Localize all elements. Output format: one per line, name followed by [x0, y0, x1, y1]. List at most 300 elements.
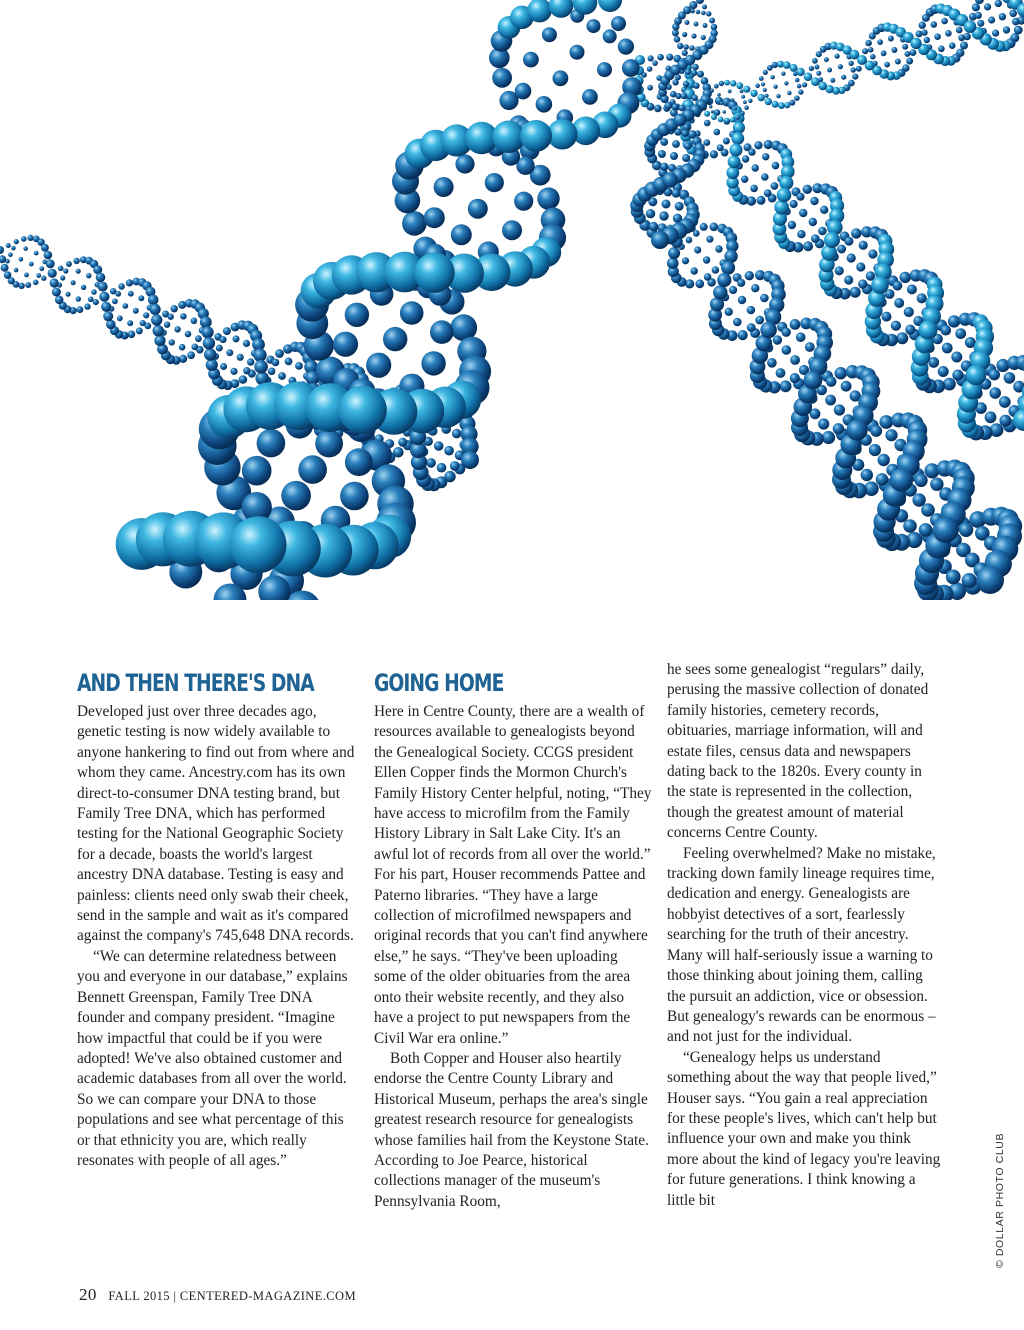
helix-bead [243, 340, 250, 347]
helix-bead [66, 261, 72, 267]
helix-bead [960, 42, 968, 50]
helix-bead [811, 234, 820, 243]
helix-bead [400, 301, 424, 325]
helix-bead [818, 82, 827, 91]
helix-bead [112, 298, 118, 304]
issue-line: FALL 2015 | CENTERED-MAGAZINE.COM [108, 1289, 356, 1303]
helix-bead [333, 332, 358, 357]
helix-bead [774, 200, 789, 215]
helix-bead [744, 105, 749, 110]
helix-bead [84, 303, 90, 309]
helix-bead [966, 365, 987, 386]
helix-bead [696, 10, 701, 15]
helix-bead [847, 253, 856, 262]
helix-bead [148, 295, 159, 306]
helix-bead [720, 102, 724, 106]
helix-bead [11, 246, 16, 251]
helix-bead [760, 322, 777, 339]
helix-bead [138, 295, 144, 301]
helix-bead [298, 455, 327, 484]
helix-bead [666, 54, 673, 61]
helix-bead [711, 114, 717, 120]
paragraph: Developed just over three decades ago, genetic testing is now widely available to anyone hankering to find out from where and whom they came. Ancestry.com has its own direct-to-consumer DNA testing brand, but Family Tree DNA, which has performed testing for the National Geographic Society for a decade, boasts the world's largest ancestry DNA database. Testing is easy and painless: clients need only swab their cheek, send in the sample and wait as it's compared against the company's 745,648 DNA records. [77, 703, 355, 945]
helix-bead [796, 193, 804, 201]
helix-bead [140, 320, 146, 326]
helix-bead [168, 314, 174, 320]
helix-bead [598, 0, 622, 12]
helix-bead [743, 86, 750, 93]
helix-bead [180, 313, 186, 319]
helix-bead [714, 84, 719, 89]
helix-bead [682, 257, 689, 264]
helix-bead [790, 355, 800, 365]
helix-bead [468, 199, 488, 219]
helix-bead [798, 89, 803, 94]
helix-bead [681, 130, 688, 137]
helix-bead [672, 104, 679, 111]
helix-bead [816, 51, 822, 57]
helix-bead [662, 200, 671, 209]
helix-bead [984, 3, 991, 10]
helix-bead [450, 461, 460, 471]
helix-bead [295, 362, 303, 370]
helix-bead [281, 481, 311, 511]
helix-bead [658, 150, 666, 158]
helix-bead [41, 276, 46, 281]
helix-bead [424, 207, 445, 228]
helix-bead [204, 348, 216, 360]
helix-bead [1009, 10, 1017, 18]
helix-bead [691, 33, 696, 38]
helix-bead [835, 367, 847, 379]
helix-bead [751, 284, 759, 292]
helix-bead [46, 259, 55, 268]
helix-bead [725, 308, 733, 316]
helix-bead [740, 111, 745, 116]
helix-bead [870, 425, 882, 437]
helix-bead [712, 266, 720, 274]
helix-bead [115, 291, 121, 297]
helix-bead [696, 0, 704, 4]
helix-bead [910, 49, 917, 56]
helix-bead [63, 268, 68, 273]
helix-bead [717, 93, 721, 97]
helix-bead [195, 335, 202, 342]
helix-bead [693, 83, 699, 89]
helix-bead [670, 152, 678, 160]
helix-bead [741, 176, 748, 183]
helix-bead [724, 118, 730, 124]
helix-bead [253, 348, 266, 361]
helix-bead [254, 360, 268, 374]
helix-bead [402, 211, 427, 236]
helix-bead [948, 315, 960, 327]
helix-bead [1014, 26, 1023, 35]
helix-bead [764, 189, 772, 197]
helix-bead [738, 330, 748, 340]
helix-bead [461, 451, 479, 469]
helix-bead [790, 200, 798, 208]
helix-bead [618, 39, 634, 55]
helix-bead [41, 244, 49, 252]
helix-bead [25, 282, 31, 288]
helix-bead [268, 368, 276, 376]
helix-bead [649, 222, 659, 232]
helix-bead [962, 573, 977, 588]
helix-bead [861, 469, 873, 481]
helix-bead [452, 429, 462, 439]
helix-bead [818, 227, 827, 236]
helix-bead [942, 343, 953, 354]
helix-bead [870, 54, 876, 60]
helix-bead [128, 291, 134, 297]
helix-bead [485, 173, 504, 192]
helix-bead [771, 182, 779, 190]
helix-bead [731, 132, 744, 145]
helix-bead [230, 368, 237, 375]
helix-bead [717, 273, 731, 287]
helix-bead [34, 251, 39, 256]
helix-bead [713, 285, 727, 299]
helix-bead [684, 142, 692, 150]
helix-bead [851, 228, 861, 238]
helix-bead [677, 43, 683, 49]
helix-bead [648, 55, 654, 61]
helix-bead [27, 235, 33, 241]
helix-bead [23, 246, 28, 251]
helix-bead [21, 236, 27, 242]
helix-bead [711, 24, 718, 31]
helix-bead [905, 325, 915, 335]
helix-bead [830, 78, 835, 83]
helix-bead [878, 454, 890, 466]
helix-bead [724, 80, 730, 86]
helix-bead [48, 269, 57, 278]
helix-bead [76, 269, 81, 274]
helix-bead [691, 267, 698, 274]
helix-bead [759, 76, 764, 81]
helix-bead [776, 368, 786, 378]
helix-bead [862, 48, 868, 54]
helix-bead [96, 273, 106, 283]
helix-bead [103, 311, 113, 321]
helix-bead [919, 321, 938, 340]
helix-bead [856, 262, 865, 271]
helix-bead [921, 29, 927, 35]
helix-bead [733, 318, 742, 327]
helix-bead [977, 20, 984, 27]
helix-bead [685, 20, 690, 25]
helix-bead [426, 458, 436, 468]
helix-bead [931, 21, 938, 28]
helix-bead [118, 283, 125, 290]
helix-bead [587, 19, 601, 33]
helix-bead [777, 188, 792, 203]
helix-bead [841, 381, 852, 392]
helix-bead [790, 319, 801, 330]
helix-bead [857, 55, 867, 65]
helix-bead [128, 331, 136, 339]
helix-bead [657, 54, 664, 61]
helix-bead [659, 211, 668, 220]
helix-bead [790, 64, 798, 72]
helix-bead [65, 292, 70, 297]
column-right [667, 660, 942, 1211]
helix-bead [728, 89, 732, 93]
helix-bead [811, 77, 820, 86]
helix-bead [668, 247, 680, 259]
helix-bead [804, 371, 823, 390]
helix-bead [943, 378, 956, 391]
helix-bead [771, 75, 775, 79]
helix-bead [755, 83, 760, 88]
helix-bead [959, 523, 973, 537]
helix-bead [345, 303, 369, 327]
helix-bead [876, 473, 889, 486]
helix-bead [18, 283, 24, 289]
helix-bead [1, 264, 9, 272]
helix-bead [39, 266, 44, 271]
helix-bead [285, 358, 293, 366]
helix-bead [810, 197, 818, 205]
helix-bead [779, 176, 793, 190]
helix-bead [999, 13, 1006, 20]
helix-bead [154, 335, 165, 346]
helix-bead [520, 120, 552, 152]
helix-bead [694, 246, 701, 253]
helix-bead [733, 122, 745, 134]
helix-bead [728, 155, 741, 168]
helix-bead [773, 335, 782, 344]
helix-bead [906, 58, 913, 65]
helix-bead [88, 297, 94, 303]
section-heading-going-home: GOING HOME [374, 669, 504, 697]
helix-bead [191, 344, 198, 351]
helix-bead [788, 221, 796, 229]
helix-bead [682, 50, 688, 56]
helix-bead [976, 566, 1004, 594]
helix-bead [941, 18, 948, 25]
helix-bead [77, 306, 84, 313]
helix-bead [136, 327, 143, 334]
helix-bead [915, 474, 928, 487]
helix-bead [651, 231, 669, 249]
helix-bead [683, 44, 689, 50]
helix-bead [818, 418, 829, 429]
helix-bead [730, 144, 743, 157]
helix-bead [502, 220, 522, 240]
helix-bead [844, 275, 853, 284]
helix-bead [731, 98, 735, 102]
helix-bead [133, 308, 139, 314]
paragraph: “We can determine relatedness between you and everyone in our database,” explains Bennett Greenspan, Family Tree DNA founder and company president. “Imagine how impactful that could be if you were adopted! We've also obtained customer and academic databases from all over the world. So we can compare your DNA to those populations and see what percentage of this or that ethnicity you are, which really resonates with people of all ages.” [77, 947, 348, 1169]
helix-bead [0, 255, 6, 263]
helix-bead [24, 273, 29, 278]
helix-bead [956, 27, 963, 34]
helix-bead [824, 232, 840, 248]
helix-bead [879, 415, 893, 429]
helix-bead [682, 32, 687, 37]
helix-bead [514, 192, 533, 211]
helix-bead [820, 206, 828, 214]
helix-bead [603, 29, 617, 43]
helix-bead [178, 301, 186, 309]
helix-bead [805, 342, 815, 352]
helix-bead [203, 337, 215, 349]
helix-bead [760, 294, 769, 303]
helix-bead [667, 257, 679, 269]
helix-bead [1004, 372, 1016, 384]
helix-bead [4, 271, 12, 279]
helix-bead [975, 12, 982, 19]
helix-bead [315, 430, 343, 458]
helix-bead [647, 85, 653, 91]
helix-bead [868, 249, 877, 258]
helix-bead [847, 419, 868, 440]
helix-bead [98, 282, 108, 292]
helix-bead [339, 386, 387, 434]
helix-bead [437, 463, 447, 473]
helix-bead [856, 66, 862, 72]
helix-bead [91, 289, 97, 295]
paragraph: Both Copper and Houser also heartily endorse the Centre County Library and Historical Museum, perhaps the area's single greatest research resource for genealogists whose families hail from the Keystone State. According to Joe Pearce, historical collections manager of the museum's Pennsylvania Room, [374, 1049, 649, 1210]
helix-bead [765, 94, 769, 98]
helix-bead [765, 98, 772, 105]
helix-bead [29, 262, 34, 267]
helix-bead [710, 150, 718, 158]
helix-bead [670, 91, 677, 98]
helix-bead [869, 444, 881, 456]
helix-bead [117, 315, 123, 321]
helix-bead [700, 223, 708, 231]
helix-bead [902, 44, 908, 50]
helix-bead [722, 110, 726, 114]
helix-bead [150, 304, 161, 315]
helix-bead [242, 456, 272, 486]
helix-bead [809, 66, 814, 71]
helix-bead [735, 115, 740, 120]
helix-bead [999, 396, 1011, 408]
helix-bead [646, 209, 655, 218]
helix-bead [773, 85, 777, 89]
helix-bead [278, 372, 286, 380]
helix-bead [101, 302, 111, 312]
helix-bead [672, 189, 681, 198]
helix-bead [790, 373, 800, 383]
helix-bead [685, 279, 694, 288]
helix-bead [14, 268, 19, 273]
helix-bead [933, 517, 959, 543]
helix-bead [919, 523, 933, 537]
helix-bead [958, 34, 965, 41]
helix-bead [814, 65, 819, 70]
helix-bead [884, 62, 890, 68]
helix-bead [750, 90, 757, 97]
helix-bead [685, 55, 696, 66]
helix-bead [782, 345, 792, 355]
helix-bead [822, 431, 835, 444]
helix-bead [691, 95, 698, 102]
helix-bead [796, 68, 804, 76]
helix-bead [907, 284, 917, 294]
helix-bead [754, 141, 762, 149]
helix-bead [695, 279, 704, 288]
helix-bead [694, 22, 699, 27]
helix-bead [33, 280, 39, 286]
helix-bead [689, 1, 697, 9]
helix-bead [711, 110, 714, 113]
helix-bead [143, 312, 149, 318]
helix-bead [868, 47, 874, 53]
section-heading-dna: AND THEN THERE'S DNA [77, 669, 314, 697]
helix-bead [692, 64, 699, 71]
helix-bead [191, 318, 198, 325]
helix-bead [8, 252, 13, 257]
helix-bead [239, 375, 248, 384]
helix-bead [582, 89, 598, 105]
helix-bead [683, 81, 689, 87]
helix-bead [803, 241, 813, 251]
helix-bead [888, 36, 894, 42]
helix-bead [748, 99, 752, 103]
helix-bead [73, 258, 79, 264]
helix-bead [781, 72, 785, 76]
helix-bead [833, 423, 844, 434]
helix-bead [164, 322, 170, 328]
helix-bead [86, 273, 91, 278]
helix-bead [652, 60, 658, 66]
helix-bead [924, 37, 930, 43]
helix-bead [871, 276, 889, 294]
helix-bead [216, 345, 223, 352]
helix-bead [844, 237, 853, 246]
paragraph: Here in Centre County, there are a wealth of resources available to genealogists beyond the Genealogical Society. CCGS president Ellen Copper finds the Mormon Church's Family History Center helpful, noting, “They have access to microfilm from the Family History Library in Salt Lake City. It's an awful lot of records from all over the world.” For his part, Houser recommends Pattee and Paterno libraries. “They have a large collection of microfilmed newspapers and original records that you can't find anywhere else,” he says. “They've been uploading some of the older obituaries from the area onto their website recently, and they also have a project to put newspapers from the Civil War era online.” [374, 703, 652, 1047]
helix-bead [881, 50, 887, 56]
helix-bead [784, 102, 790, 108]
helix-bead [206, 359, 218, 371]
helix-bead [952, 370, 963, 381]
paragraph: he sees some genealogist “regulars” daily, perusing the massive collection of donated family histories, cemetery records, obituaries, marriage information, will and estate files, census data and newspapers dating back to the 1820s. Every county in the state is represented in the collection, though the greatest amount of material concerns Centre County. [667, 661, 929, 842]
helix-bead [778, 102, 785, 109]
helix-bead [946, 570, 961, 585]
helix-bead [825, 395, 836, 406]
helix-bead [890, 468, 913, 491]
helix-bead [938, 46, 945, 53]
helix-bead [243, 367, 250, 374]
helix-bead [730, 117, 735, 122]
helix-bead [220, 363, 227, 370]
helix-bead [895, 59, 901, 65]
helix-bead [647, 66, 653, 72]
helix-bead [995, 0, 1002, 7]
helix-bead [992, 29, 999, 36]
helix-bead [50, 278, 59, 287]
helix-bead [752, 164, 759, 171]
helix-bead [1012, 18, 1020, 26]
helix-bead [660, 138, 668, 146]
helix-bead [434, 177, 454, 197]
helix-bead [733, 107, 737, 111]
helix-bead [430, 320, 454, 344]
column-middle [374, 660, 652, 1212]
helix-bead [741, 95, 745, 99]
helix-bead [729, 286, 737, 294]
helix-bead [19, 257, 24, 262]
helix-bead [757, 196, 766, 205]
helix-bead [99, 292, 109, 302]
helix-bead [797, 230, 805, 238]
helix-bead [693, 230, 700, 237]
